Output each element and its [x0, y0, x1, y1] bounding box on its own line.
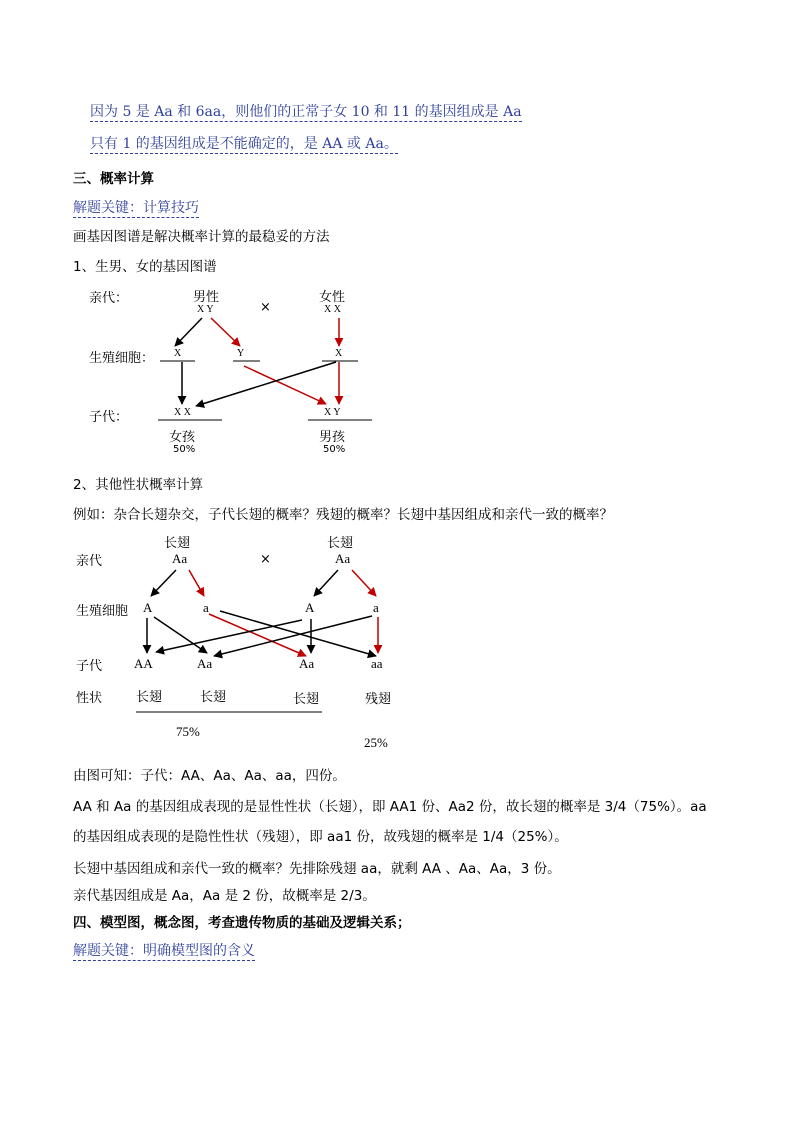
child-Aa-2: Aa — [299, 656, 315, 671]
intro-line-1: 因为 5 是 Aa 和 6aa，则他们的正常子女 10 和 11 的基因组成是 Aa — [90, 104, 522, 120]
gamete-A-1: A — [143, 600, 153, 615]
gamete-x-1: X — [174, 348, 182, 359]
gamete-a-2: a — [373, 600, 379, 615]
boy-label: 男孩 — [319, 430, 346, 445]
child-xy: X Y — [324, 407, 341, 418]
wing-gamete-label: 生殖细胞 — [76, 604, 129, 619]
child-xx: X X — [174, 407, 191, 418]
percent-short-wing: 25% — [364, 735, 388, 750]
section-4-key: 解题关键：明确模型图的含义 — [73, 943, 255, 959]
child-AA: AA — [134, 656, 153, 671]
gamete-x-2: X — [335, 348, 343, 359]
female-genes: X X — [324, 304, 341, 315]
wing-cross-symbol: × — [260, 552, 271, 567]
trait-3: 长翅 — [293, 692, 320, 707]
example-question: 例如：杂合长翅杂交，子代长翅的概率？残翅的概率？长翅中基因组成和亲代一致的概率？ — [73, 507, 613, 523]
section-3-sub1: 1、生男、女的基因图谱 — [73, 259, 217, 275]
gamete-A-2: A — [305, 600, 315, 615]
parent1-genes: Aa — [172, 551, 188, 566]
wing-trait-label: 性状 — [76, 691, 103, 706]
parent1-trait: 长翅 — [164, 536, 191, 551]
gamete-y: Y — [237, 348, 245, 359]
section-4-heading: 四、模型图，概念图，考查遗传物质的基础及逻辑关系； — [73, 915, 411, 931]
girl-label: 女孩 — [169, 430, 196, 445]
sex-gamete-label: 生殖细胞： — [89, 351, 155, 366]
girl-percent: 50% — [173, 444, 196, 455]
sex-parent-label: 亲代： — [89, 291, 129, 306]
child-Aa-1: Aa — [197, 656, 213, 671]
boy-percent: 50% — [323, 444, 346, 455]
section-3-method: 画基因图谱是解决概率计算的最稳妥的方法 — [73, 229, 330, 245]
percent-long-wing: 75% — [176, 724, 200, 739]
male-genes: X Y — [197, 304, 214, 315]
intro-line-2: 只有 1 的基因组成是不能确定的，是 AA 或 Aa。 — [90, 136, 398, 152]
section-3-heading: 三、概率计算 — [73, 171, 154, 187]
section-3-key: 解题关键：计算技巧 — [73, 200, 199, 216]
male-label: 男性 — [193, 290, 220, 305]
body-paragraph-4: 亲代基因组成是 Aa，Aa 是 2 份，故概率是 2/3。 — [73, 888, 376, 904]
section-3-sub2: 2、其他性状概率计算 — [73, 477, 204, 493]
trait-4: 残翅 — [365, 692, 392, 707]
body-paragraph-2b: 的基因组成表现的是隐性性状（残翅），即 aa1 份，故残翅的概率是 1/4（25%）。 — [73, 829, 568, 845]
parent2-genes: Aa — [335, 551, 351, 566]
wing-child-label: 子代 — [76, 659, 103, 674]
body-paragraph-2a: AA 和 Aa 的基因组成表现的是显性性状（长翅），即 AA1 份、Aa2 份，故长翅的概率是 3/4（75%）。aa — [73, 799, 707, 815]
child-aa: aa — [371, 656, 383, 671]
body-paragraph-1: 由图可知：子代：AA、Aa、Aa、aa，四份。 — [73, 768, 346, 784]
trait-2: 长翅 — [200, 690, 227, 705]
sex-child-label: 子代： — [89, 410, 129, 425]
female-label: 女性 — [319, 290, 346, 305]
gamete-a-1: a — [203, 600, 209, 615]
parent2-trait: 长翅 — [327, 536, 354, 551]
trait-1: 长翅 — [136, 690, 163, 705]
sex-cross-symbol: × — [260, 300, 271, 315]
wing-parent-label: 亲代 — [76, 554, 103, 569]
body-paragraph-3: 长翅中基因组成和亲代一致的概率？先排除残翅 aa，就剩 AA 、Aa、Aa，3 份。 — [73, 861, 561, 877]
